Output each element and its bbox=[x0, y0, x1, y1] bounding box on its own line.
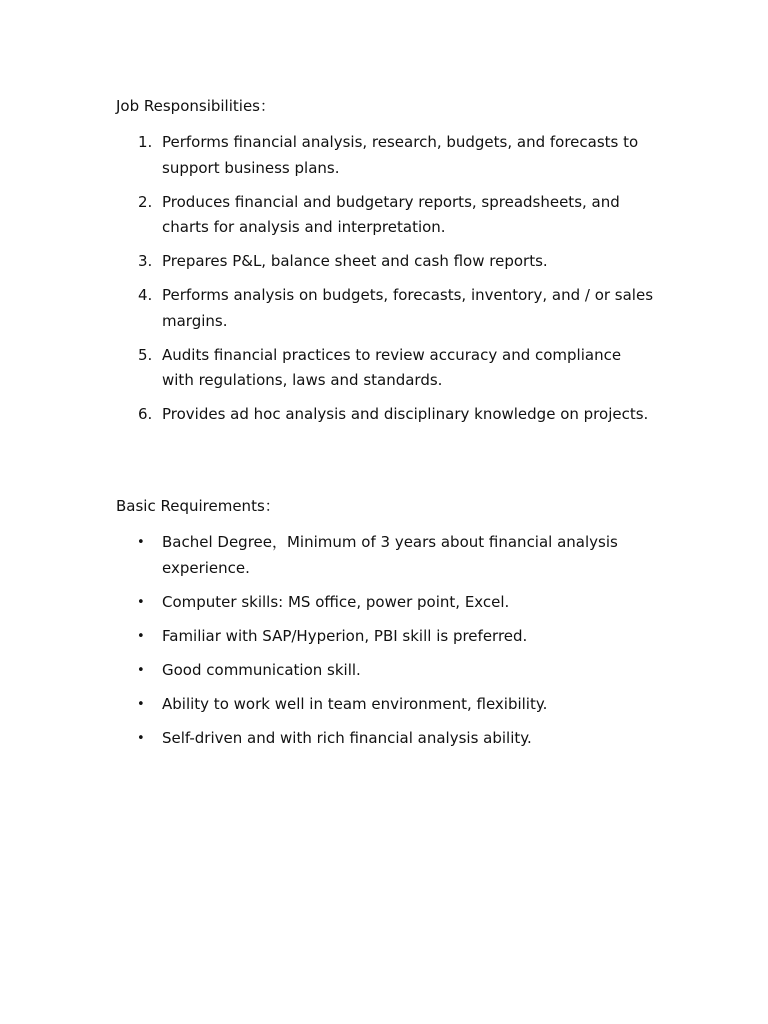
list-number: 4. bbox=[138, 286, 153, 304]
list-item-text: Produces financial and budgetary reports, spreadsheets, and charts for analysis and interpretation. bbox=[162, 192, 620, 236]
bullet-icon: • bbox=[137, 696, 145, 712]
basic-requirements-heading: Basic Requirements： bbox=[116, 497, 280, 515]
list-number: 3. bbox=[138, 252, 153, 270]
list-item-text: Performs analysis on budgets, forecasts, inventory, and / or sales margins. bbox=[162, 286, 654, 330]
bullet-icon: • bbox=[137, 730, 145, 746]
list-number: 5. bbox=[138, 345, 153, 364]
list-item-text: Prepares P&L, balance sheet and cash flow reports. bbox=[162, 252, 548, 270]
list-item bbox=[116, 530, 656, 581]
list-item bbox=[116, 624, 656, 650]
list-item-text: Provides ad hoc analysis and disciplinary knowledge on projects. bbox=[162, 405, 649, 423]
list-item bbox=[116, 190, 656, 241]
list-item-text: Performs financial analysis, research, budgets, and forecasts to support business plans. bbox=[162, 133, 639, 177]
list-item bbox=[116, 726, 656, 752]
list-item bbox=[116, 590, 656, 616]
list-item-text: Good communication skill. bbox=[162, 660, 361, 679]
list-item-text: Ability to work well in team environment, flexibility. bbox=[162, 694, 548, 713]
list-number: 2. bbox=[138, 192, 153, 211]
list-item bbox=[116, 692, 656, 718]
job-responsibilities-list bbox=[116, 130, 656, 436]
list-item bbox=[116, 130, 656, 181]
list-item-text: Self-driven and with rich financial analysis ability. bbox=[162, 728, 532, 747]
list-item-text: Audits financial practices to review accuracy and compliance with regulations, laws and standards. bbox=[162, 345, 622, 389]
list-item bbox=[116, 402, 656, 428]
list-item-text: Familiar with SAP/Hyperion, PBI skill is preferred. bbox=[162, 626, 528, 645]
list-item bbox=[116, 283, 656, 334]
bullet-icon: • bbox=[137, 628, 145, 644]
list-item-text: Computer skills: MS office, power point, Excel. bbox=[162, 592, 510, 611]
bullet-icon: • bbox=[137, 594, 145, 610]
bullet-icon: • bbox=[137, 535, 145, 550]
list-item bbox=[116, 249, 656, 275]
job-responsibilities-heading: Job Responsibilities： bbox=[116, 97, 275, 115]
list-item bbox=[116, 343, 656, 394]
list-number: 6. bbox=[138, 405, 153, 423]
list-item-text: Bachel Degree，Minimum of 3 years about financial analysis experience. bbox=[162, 533, 618, 577]
bullet-icon: • bbox=[137, 662, 145, 678]
list-number: 1. bbox=[138, 133, 153, 151]
basic-requirements-list bbox=[116, 530, 656, 760]
list-item bbox=[116, 658, 656, 684]
